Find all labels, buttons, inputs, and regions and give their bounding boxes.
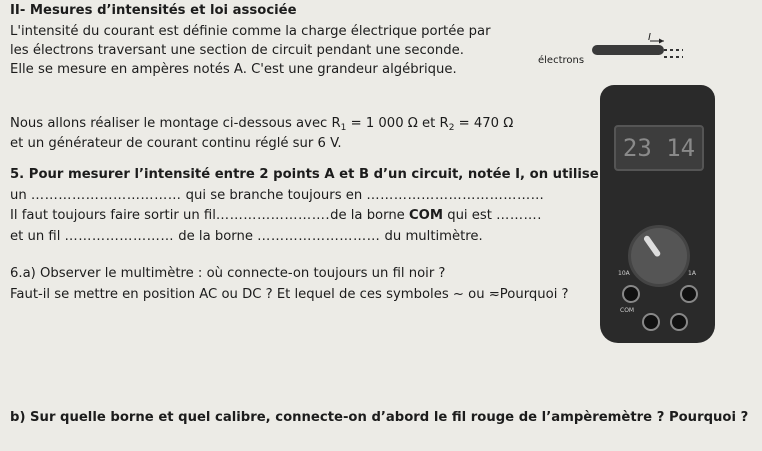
multimeter-screen: 23 14: [614, 125, 704, 171]
answer-blank[interactable]: …………………….: [215, 208, 331, 223]
jack-1a[interactable]: [680, 285, 698, 303]
q5-line-3: [10, 208, 542, 224]
intro-line-3: Elle se mesure en ampères notés A. C'est une grandeur algébrique.: [10, 62, 457, 77]
multimeter-dial: [628, 225, 690, 287]
com-jack-label: COM: [620, 307, 635, 314]
electrons-label: électrons: [538, 55, 585, 66]
answer-blank[interactable]: ……………………………: [30, 188, 182, 203]
q5-line4-a: et un fil: [10, 229, 65, 244]
q6a-line-1: 6.a) Observer le multimètre : où connecte-on toujours un fil noir ?: [10, 266, 446, 281]
label-1a: 1A: [688, 270, 696, 277]
answer-blank[interactable]: ……………………: [64, 229, 175, 244]
q5-line3-a: Il faut toujours faire sortir un fil: [10, 208, 216, 223]
current-label: I: [648, 32, 651, 43]
montage-line-2: et un générateur de courant continu réglé sur 6 V.: [10, 136, 342, 151]
jack-v[interactable]: [670, 313, 688, 331]
com-label: COM: [408, 208, 443, 223]
label-10a: 10A: [618, 270, 630, 277]
q5-line-2: [10, 188, 544, 204]
q5-line2-b: qui se branche toujours en: [181, 188, 367, 203]
wire-figure: [590, 37, 685, 61]
answer-blank[interactable]: …………………………………: [366, 188, 545, 203]
r1-value: = 1 000 Ω et R: [346, 116, 449, 131]
intro-line-2: les électrons traversant une section de circuit pendant une seconde.: [10, 43, 464, 58]
answer-blank[interactable]: ……….: [496, 208, 542, 223]
dial-pointer: [643, 235, 662, 258]
q5-line4-c: du multimètre.: [380, 229, 483, 244]
section-title: II- Mesures d’intensités et loi associée: [10, 3, 297, 18]
jack-com[interactable]: [642, 313, 660, 331]
intro-line-1: L'intensité du courant est définie comme la charge électrique portée par: [10, 24, 491, 39]
montage-line-1: [10, 116, 513, 136]
r2-value: = 470 Ω: [454, 116, 514, 131]
q5-line3-b: de la borne: [330, 208, 409, 223]
q6a-line-2: Faut-il se mettre en position AC ou DC ? Et lequel de ces symboles ~ ou ≂Pourquoi ?: [10, 287, 569, 302]
montage-text-start: Nous allons réaliser le montage ci-dessous avec R: [10, 116, 341, 131]
answer-blank[interactable]: ………………………: [257, 229, 381, 244]
q5-line2-a: un: [10, 188, 31, 203]
multimeter-image: [600, 85, 715, 343]
q5-line-4: [10, 229, 483, 245]
r2-subscript: 2: [448, 123, 455, 133]
q5-line4-b: de la borne: [174, 229, 258, 244]
q5-line-1: 5. Pour mesurer l’intensité entre 2 points A et B d’un circuit, notée I, on utilise: [10, 167, 599, 182]
jack-10a[interactable]: [622, 285, 640, 303]
r1-subscript: 1: [340, 123, 347, 133]
q6b-line-1: b) Sur quelle borne et quel calibre, connecte-on d’abord le fil rouge de l’ampèremètre ? Pourquoi ?: [10, 410, 749, 425]
q5-line3-c: qui est: [443, 208, 497, 223]
